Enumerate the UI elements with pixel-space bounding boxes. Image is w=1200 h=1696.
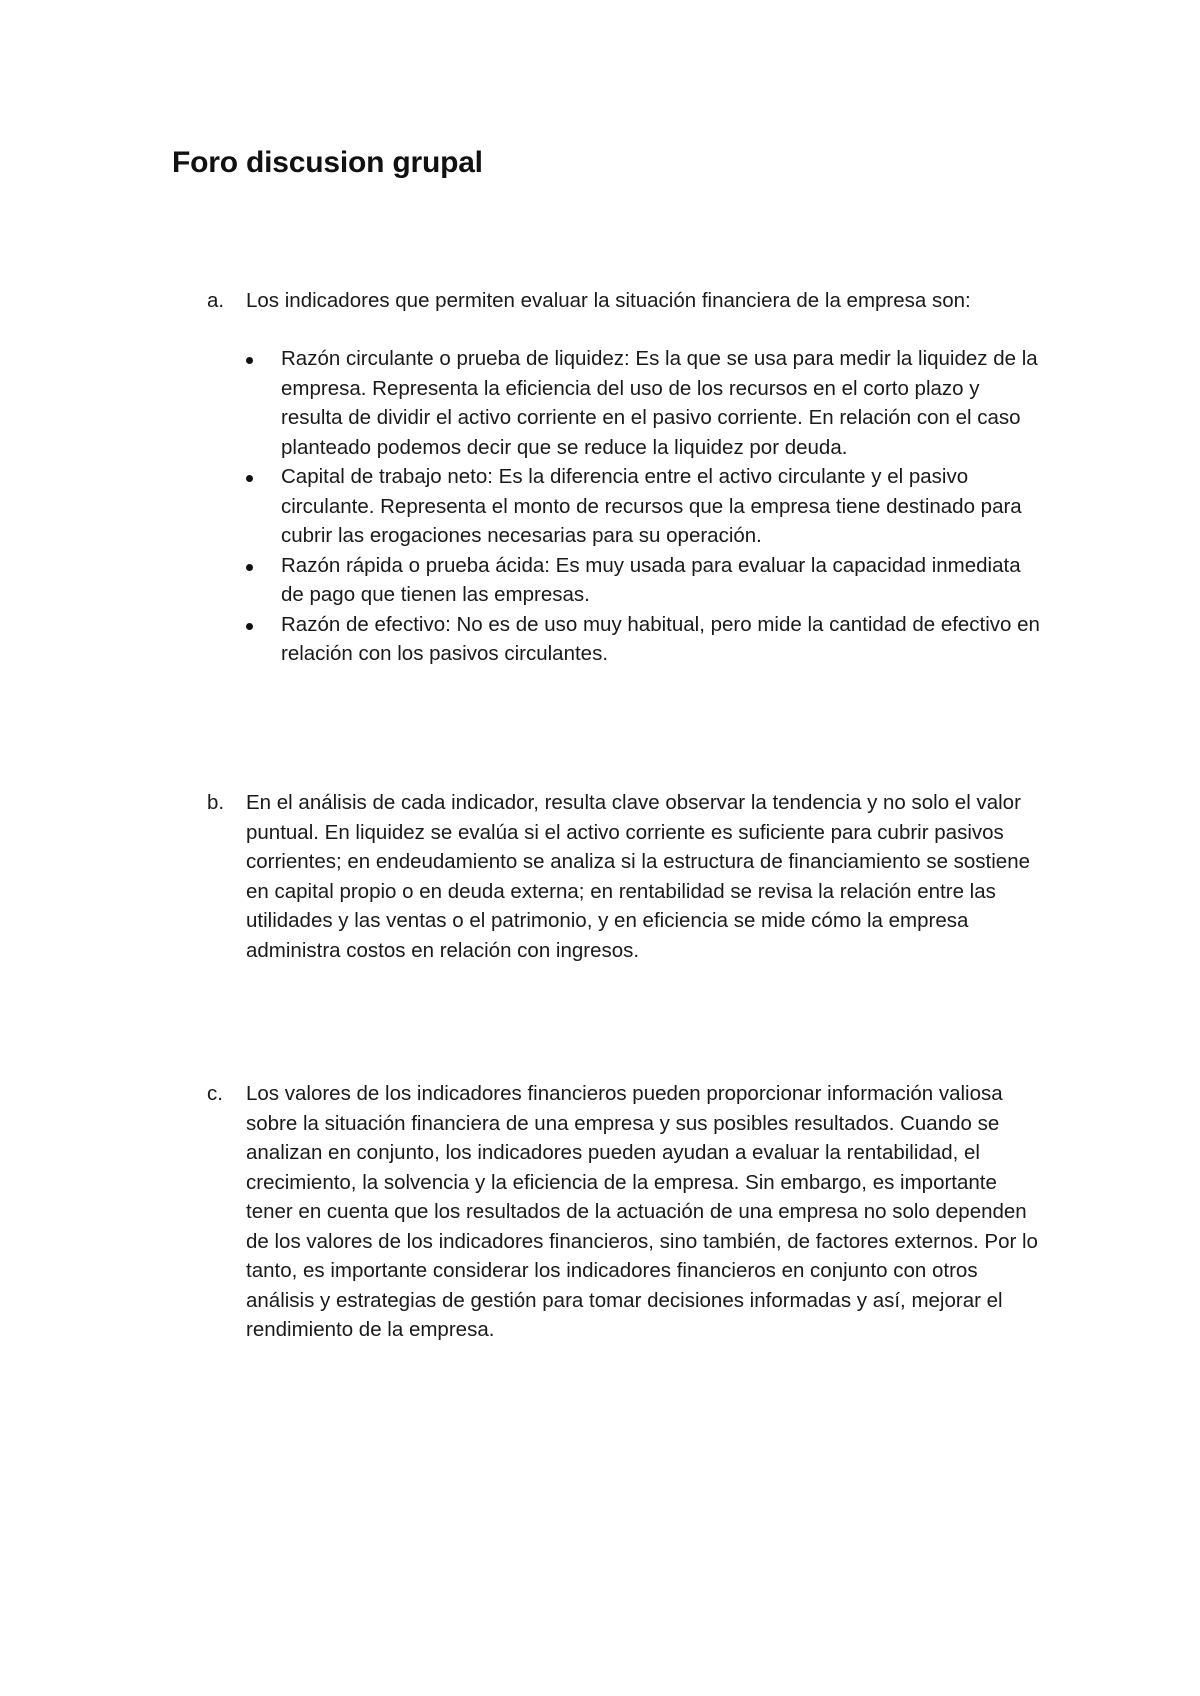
bullet-dot-icon [246,623,253,630]
bullet-item-text: Razón rápida o prueba ácida: Es muy usada para evaluar la capacidad inmediata de pago que tienen las empresas. [281,553,1021,606]
list-item-a-text: Los indicadores que permiten evaluar la situación financiera de la empresa son: [246,289,971,312]
list-item-c-text: Los valores de los indicadores financieros pueden proporcionar información valiosa sobre la situación financiera de una empresa y sus posibles resultados. Cuando se analizan en conjunto, los indicadores pueden ayudan a evaluar la rentabilidad, el crecimiento, la solvencia y la eficiencia de la empresa. Sin embargo, es importante tener en cuenta que los resultados de la actuación de una empresa no solo dependen de los valores de los indicadores financieros, sino también, de factores externos. Por lo tanto, es importante considerar los indicadores financieros en conjunto con otros análisis y estrategias de gestión para tomar decisiones informadas y así, mejorar el rendimiento de la empresa. [246,1082,1038,1341]
list-marker-a: a. [207,289,225,312]
bullet-item [0,610,1041,669]
bullet-dot-icon [246,357,253,364]
bullet-item-text: Razón circulante o prueba de liquidez: Es la que se usa para medir la liquidez de la empresa. Representa la eficiencia del uso de los recursos en el corto plazo y resulta de dividir el activo corriente en el pasivo corriente. En relación con el caso planteado podemos decir que se reduce la liquidez por deuda. [281,347,1038,459]
indicator-bullet-list [0,344,1200,669]
bullet-item-text: Razón de efectivo: No es de uso muy habitual, pero mide la cantidad de efectivo en relación con los pasivos circulantes. [281,612,1040,665]
bullet-item [0,344,1041,462]
bullet-dot-icon [246,564,253,571]
bullet-dot-icon [246,475,253,482]
list-marker-c: c. [207,1082,223,1105]
bullet-item [0,551,1041,610]
bullet-item-text: Capital de trabajo neto: Es la diferencia entre el activo circulante y el pasivo circulante. Representa el monto de recursos que la empresa tiene destinado para cubrir las erogaciones necesarias para su operación. [281,465,1022,547]
list-marker-b: b. [207,791,225,814]
bullet-item [0,462,1041,551]
document-title: Foro discusion grupal [172,146,483,179]
list-item-b-text: En el análisis de cada indicador, resulta clave observar la tendencia y no solo el valor puntual. En liquidez se evalúa si el activo corriente es suficiente para cubrir pasivos corrientes; en endeudamiento se analiza si la estructura de financiamiento se sostiene en capital propio o en deuda externa; en rentabilidad se revisa la relación entre las utilidades y las ventas o el patrimonio, y en eficiencia se mide cómo la empresa administra costos en relación con ingresos. [246,791,1031,962]
